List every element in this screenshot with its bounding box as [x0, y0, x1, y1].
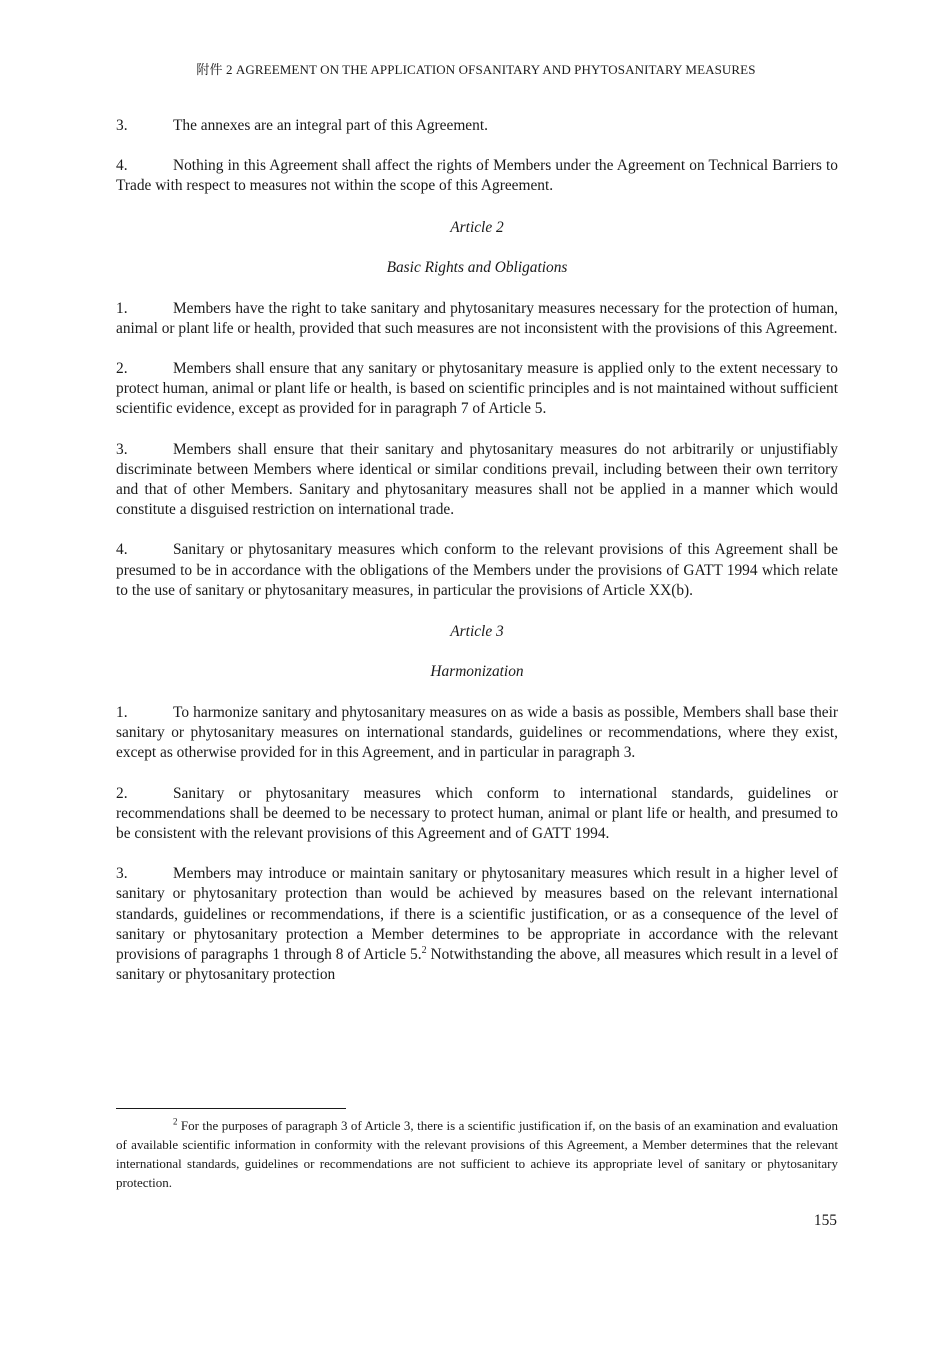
paragraph-text: Members may introduce or maintain sanitary or phytosanitary measures which result in a higher level of sanitary or phytosanitary protection than would be achieved by measures based on the relevant international standards, guidelines or recommendations, if there is a scientific justification, or as a consequence of the level of sanitary or phytosanitary protection a Member determines to be appropriate in accordance with the relevant provisions of paragraphs 1 through 8 of Article 5.	[116, 865, 838, 964]
paragraph	[116, 864, 838, 985]
article-3-subtitle: Harmonization	[430, 663, 524, 681]
paragraph-text: The annexes are an integral part of this Agreement.	[173, 117, 488, 134]
paragraph	[116, 359, 838, 420]
paragraph	[116, 540, 838, 601]
paragraph-number: 4.	[116, 541, 128, 559]
footnote	[116, 1116, 838, 1192]
footnotes	[116, 1116, 838, 1192]
paragraph-text: Members shall ensure that any sanitary or phytosanitary measure is applied only to the extent necessary to protect human, animal or plant life or health, is based on scientific principles and is not maintained without sufficient scientific evidence, except as provided for in paragraph 7 of Article 5.	[116, 360, 838, 418]
footnote-divider	[116, 1108, 346, 1109]
paragraph	[116, 299, 838, 339]
paragraph-text: To harmonize sanitary and phytosanitary measures on as wide a basis as possible, Members shall base their sanitary or phytosanitary measures on international standards, guidelines or recommendations, where they exist, except as otherwise provided for in this Agreement, and in particular in paragraph 3.	[116, 704, 838, 762]
paragraph-text-continued: Notwithstanding the above, all measures which result in a level of sanitary or phytosanitary protection	[116, 946, 838, 984]
article-2-title: Article 2	[450, 218, 504, 236]
paragraph-text: Members shall ensure that their sanitary and phytosanitary measures do not arbitrarily or unjustifiably discriminate between Members where identical or similar conditions prevail, including between their own territory and that of other Members. Sanitary and phytosanitary measures shall not be applied in a manner which would constitute a disguised restriction on international trade.	[116, 440, 838, 519]
paragraph-text: Members have the right to take sanitary and phytosanitary measures necessary for the protection of human, animal or plant life or health, provided that such measures are not inconsistent with the provisions of this Agreement.	[116, 299, 838, 337]
paragraph-text: Sanitary or phytosanitary measures which conform to the relevant provisions of this Agreement shall be presumed to be in accordance with the obligations of the Members under the provisions of GATT 1994 which relate to the use of sanitary or phytosanitary measures, in particular the provisions of Article XX(b).	[116, 541, 838, 599]
paragraph-number: 3.	[116, 117, 128, 134]
paragraph	[116, 703, 838, 764]
paragraph-text: Sanitary or phytosanitary measures which conform to international standards, guidelines or recommendations shall be deemed to be necessary to protect human, animal or plant life or health, and presumed to be consistent with the relevant provisions of this Agreement and of GATT 1994.	[116, 784, 838, 843]
paragraph-number: 3.	[116, 865, 128, 883]
article-3-title: Article 3	[450, 623, 504, 641]
paragraph-number: 2.	[116, 360, 128, 378]
running-header: 附件 2 AGREEMENT ON THE APPLICATION OFSANITARY AND PHYTOSANITARY MEASURES	[196, 62, 756, 77]
paragraph-number: 1.	[116, 704, 128, 722]
paragraph-number: 3.	[116, 440, 128, 458]
footnote-reference[interactable]: 2	[421, 944, 427, 956]
paragraph-number: 1.	[116, 299, 128, 317]
paragraph-text: Nothing in this Agreement shall affect the rights of Members under the Agreement on Technical Barriers to Trade with respect to measures not within the scope of this Agreement.	[116, 157, 838, 195]
paragraph	[116, 116, 838, 136]
footnote-text: For the purposes of paragraph 3 of Article 3, there is a scientific justification if, on the basis of an examination and evaluation of available scientific information in conformity with the relevant provisions of this Agreement, a Member determines that the relevant international standards, guidelines or recommendations are not sufficient to achieve its appropriate level of sanitary or phytosanitary protection.	[116, 1118, 839, 1190]
document-body	[116, 116, 838, 1005]
paragraph	[116, 156, 838, 196]
page-number: 155	[813, 1212, 837, 1229]
paragraph	[116, 784, 838, 845]
paragraph-number: 2.	[116, 784, 128, 802]
article-2-subtitle: Basic Rights and Obligations	[386, 258, 568, 276]
footnote-marker: 2	[173, 1116, 178, 1127]
paragraph	[116, 440, 838, 521]
paragraph-number: 4.	[116, 157, 128, 175]
